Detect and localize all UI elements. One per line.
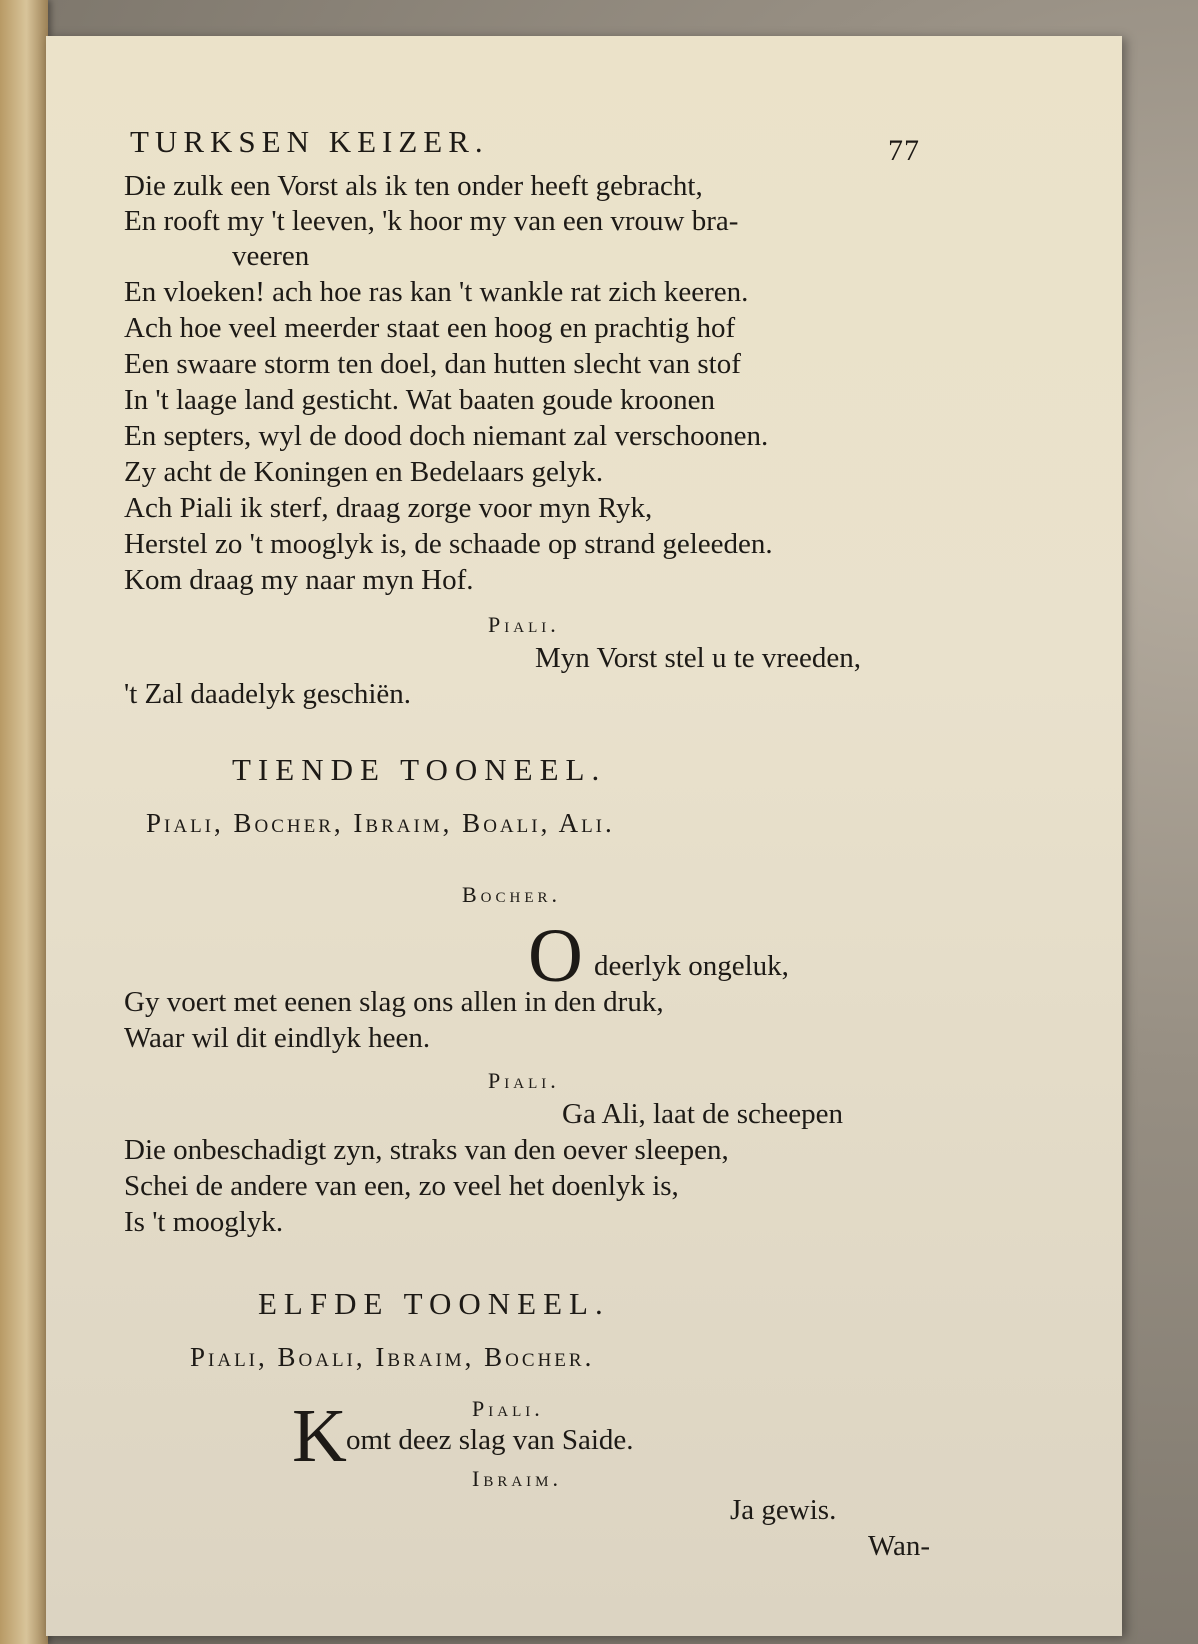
verse-line: Die zulk een Vorst als ik ten onder heeft gebracht, bbox=[124, 170, 703, 202]
scene-title: TIENDE TOONEEL. bbox=[232, 752, 607, 787]
verse-line: Schei de andere van een, zo veel het doenlyk is, bbox=[124, 1170, 679, 1202]
speaker-name: Bocher. bbox=[462, 882, 562, 907]
verse-line: Ach hoe veel meerder staat een hoog en prachtig hof bbox=[124, 312, 736, 344]
cast-list: Piali, Boali, Ibraim, Bocher. bbox=[190, 1342, 595, 1372]
verse-line: veeren bbox=[232, 240, 310, 272]
verse-line: Is 't mooglyk. bbox=[124, 1206, 284, 1238]
running-title: TURKSEN KEIZER. bbox=[130, 124, 489, 159]
verse-line: Die onbeschadigt zyn, straks van den oever sleepen, bbox=[124, 1134, 729, 1166]
catchword: Wan- bbox=[868, 1530, 931, 1562]
verse-line: En septers, wyl de dood doch niemant zal verschoonen. bbox=[124, 420, 769, 452]
verse-line: omt deez slag van Saide. bbox=[346, 1424, 634, 1456]
verse-line: Kom draag my naar myn Hof. bbox=[124, 564, 474, 596]
verse-line: In 't laage land gesticht. Wat baaten goude kroonen bbox=[124, 384, 716, 416]
speaker-name: Ibraim. bbox=[472, 1466, 563, 1491]
verse-line: Een swaare storm ten doel, dan hutten slecht van stof bbox=[124, 348, 741, 380]
verse-line: Gy voert met eenen slag ons allen in den druk, bbox=[124, 986, 664, 1018]
drop-cap: K bbox=[292, 1394, 347, 1478]
speaker-name: Piali. bbox=[472, 1396, 544, 1421]
speaker-name: Piali. bbox=[488, 612, 560, 637]
verse-line: En vloeken! ach hoe ras kan 't wankle rat zich keeren. bbox=[124, 276, 749, 308]
verse-line: 't Zal daadelyk geschiën. bbox=[124, 678, 412, 710]
verse-line: Zy acht de Koningen en Bedelaars gelyk. bbox=[124, 456, 604, 488]
verse-line: Herstel zo 't mooglyk is, de schaade op strand geleeden. bbox=[124, 528, 773, 560]
verse-line: deerlyk ongeluk, bbox=[594, 950, 789, 982]
verse-line: Ja gewis. bbox=[730, 1494, 837, 1526]
scene-title: ELFDE TOONEEL. bbox=[258, 1286, 610, 1321]
previous-page-edge bbox=[0, 0, 48, 1644]
verse-line: Ach Piali ik sterf, draag zorge voor myn Ryk, bbox=[124, 492, 653, 524]
verse-line: En rooft my 't leeven, 'k hoor my van een vrouw bra- bbox=[124, 205, 739, 237]
drop-cap: O bbox=[528, 914, 583, 998]
speaker-name: Piali. bbox=[488, 1068, 560, 1093]
verse-line: Myn Vorst stel u te vreeden, bbox=[535, 642, 861, 674]
cast-list: Piali, Bocher, Ibraim, Boali, Ali. bbox=[146, 808, 615, 838]
verse-line: Waar wil dit eindlyk heen. bbox=[124, 1022, 431, 1054]
page-number: 77 bbox=[888, 134, 920, 167]
verse-line: Ga Ali, laat de scheepen bbox=[562, 1098, 844, 1130]
